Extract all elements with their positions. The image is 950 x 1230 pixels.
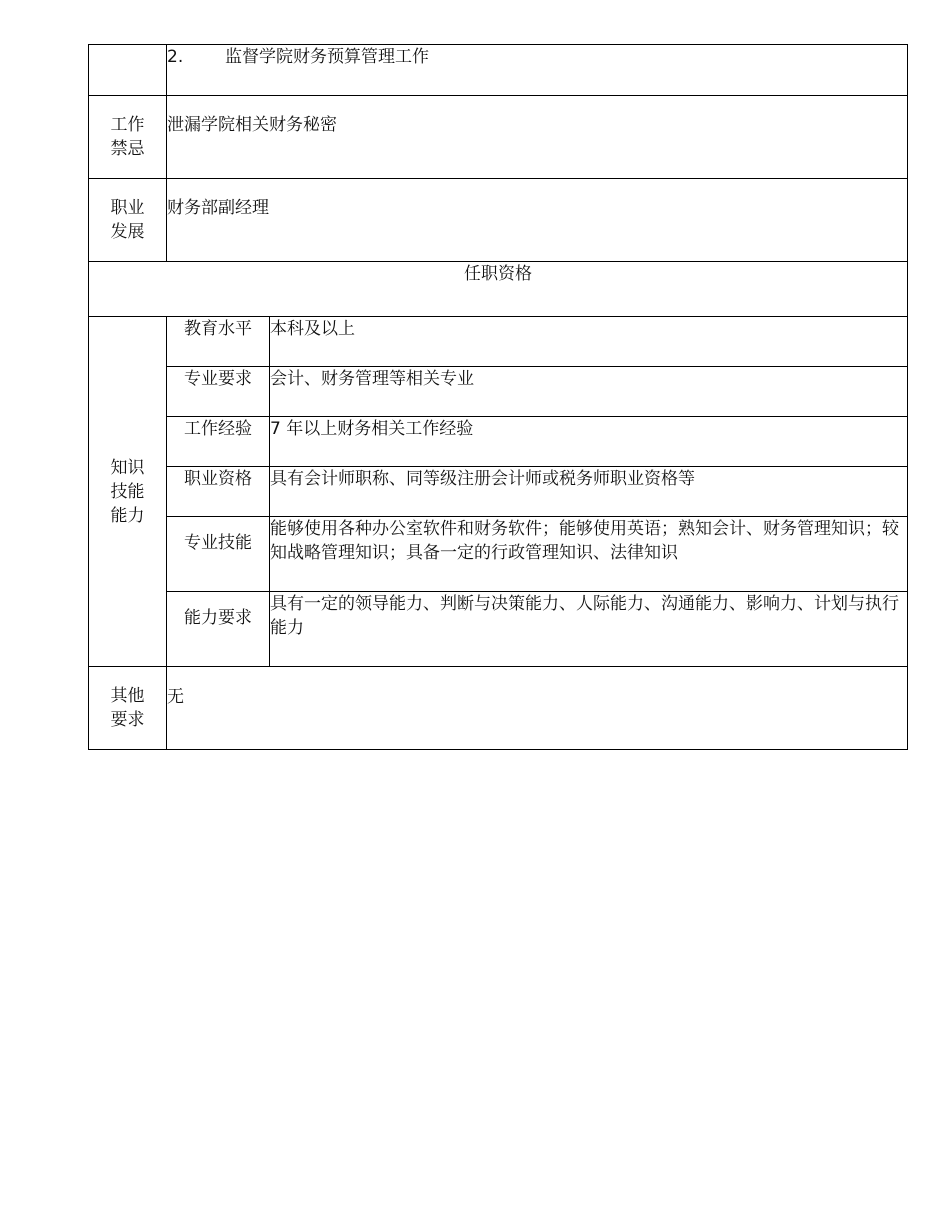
education-value: 本科及以上 — [270, 317, 908, 367]
experience-value: 7 年以上财务相关工作经验 — [270, 417, 908, 467]
taboo-row — [89, 96, 908, 179]
taboo-label: 工作 禁忌 — [89, 96, 167, 179]
career-label: 职业 发展 — [89, 179, 167, 262]
knowledge-row — [89, 317, 908, 367]
duty-number: 2. — [167, 47, 184, 67]
ability-value: 具有一定的领导能力、判断与决策能力、人际能力、沟通能力、影响力、计划与执行能力 — [270, 592, 908, 667]
duty-item — [167, 45, 908, 96]
duties-row — [89, 45, 908, 96]
duties-label-cell — [89, 45, 167, 96]
skills-value: 能够使用各种办公室软件和财务软件；能够使用英语；熟知会计、财务管理知识；较知战略管理知识；具备一定的行政管理知识、法律知识 — [270, 517, 908, 592]
knowledge-row — [89, 367, 908, 417]
ability-label: 能力要求 — [167, 592, 270, 667]
skills-label: 专业技能 — [167, 517, 270, 592]
knowledge-row — [89, 517, 908, 592]
other-value: 无 — [167, 667, 908, 750]
career-row — [89, 179, 908, 262]
job-description-table — [88, 44, 908, 750]
qualifications-header-row — [89, 262, 908, 317]
qualifications-header: 任职资格 — [89, 262, 908, 317]
duty-text: 监督学院财务预算管理工作 — [225, 47, 429, 67]
knowledge-row — [89, 592, 908, 667]
knowledge-label: 知识 技能 能力 — [89, 317, 167, 667]
certification-label: 职业资格 — [167, 467, 270, 517]
other-row — [89, 667, 908, 750]
taboo-value: 泄漏学院相关财务秘密 — [167, 96, 908, 179]
experience-label: 工作经验 — [167, 417, 270, 467]
major-label: 专业要求 — [167, 367, 270, 417]
major-value: 会计、财务管理等相关专业 — [270, 367, 908, 417]
knowledge-row — [89, 467, 908, 517]
other-label: 其他 要求 — [89, 667, 167, 750]
career-value: 财务部副经理 — [167, 179, 908, 262]
education-label: 教育水平 — [167, 317, 270, 367]
certification-value: 具有会计师职称、同等级注册会计师或税务师职业资格等 — [270, 467, 908, 517]
knowledge-row — [89, 417, 908, 467]
